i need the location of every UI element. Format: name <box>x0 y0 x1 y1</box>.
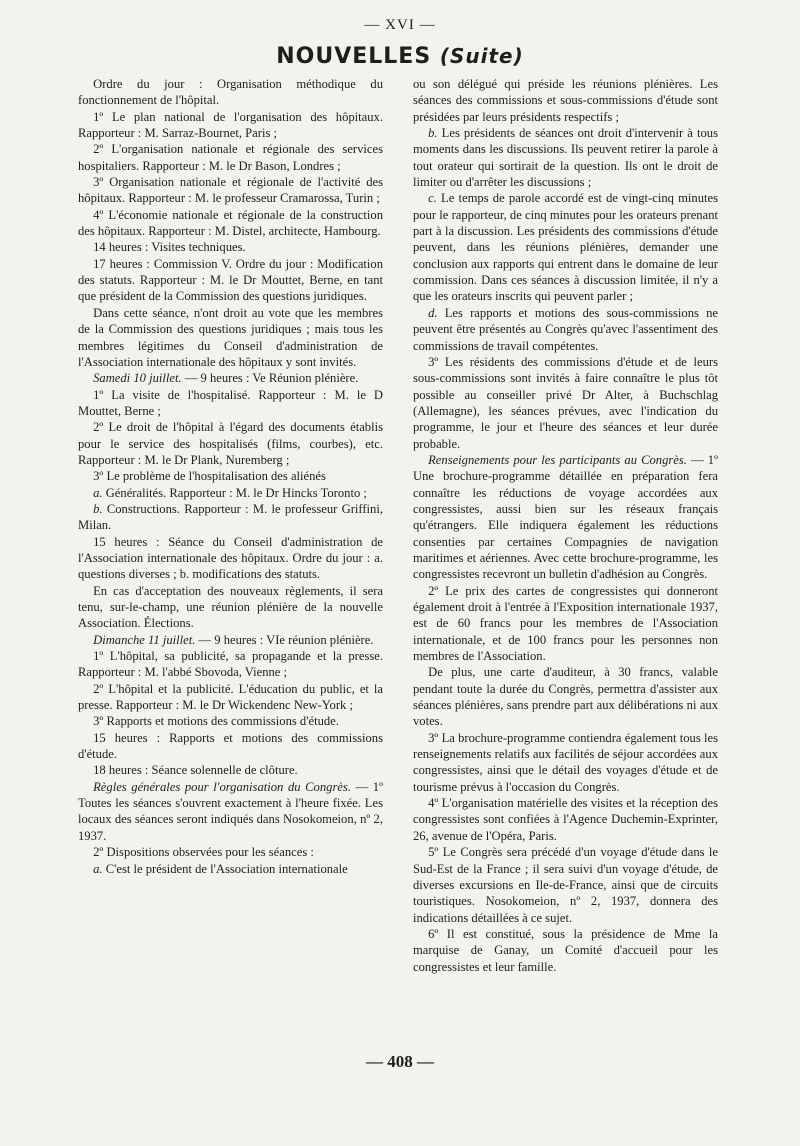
right-paragraph <box>413 583 718 665</box>
paragraph-text: 1º La visite de l'hospitalisé. Rapporteur : M. le D Mouttet, Berne ; <box>78 387 383 418</box>
left-paragraph <box>78 239 383 255</box>
paragraph-lead: d. <box>428 305 438 320</box>
paragraph-text: Le temps de parole accordé est de vingt-cinq minutes pour le rapporteur, de cinq minutes pour les orateurs prenant part à la discussion. Les présidents des commissions d'étude peuvent, dans les réunions plénières, demander une conclusion aux rapports qui entrent dans le domaine de leur commission. Dans ces séances à discussion limitée, il n'y a que les orateurs inscrits qui peuvent parler ; <box>413 191 718 304</box>
paragraph-text: 1º Le plan national de l'organisation des hôpitaux. Rapporteur : M. Sarraz-Bournet, Paris ; <box>78 109 383 141</box>
paragraph-text: — 1º Une brochure-programme détaillée en préparation fera connaître les réductions de voyage accordées aux congressistes, aussi bien sur les réseaux français qu'étrangers. Elle indiquera également les réductions consenties par certaines Compagnies de navigation maritimes et aériennes. Avec cette brochure-programme, les congressistes recevront un bulletin d'adhésion au Congrès. <box>413 452 718 582</box>
left-paragraph <box>78 207 383 240</box>
left-paragraph <box>78 762 383 778</box>
page-roman-numeral: — XVI — <box>364 17 436 33</box>
paragraph-text: 6º Il est constitué, sous la présidence de Mme la marquise de Ganay, un Comité d'accueil pour les congressistes et leur famille. <box>413 926 718 974</box>
paragraph-text: 17 heures : Commission V. Ordre du jour : Modification des statuts. Rapporteur : M. le Dr Mouttet, Berne, en tant que président de la Commission des questions juridiques. <box>78 256 383 304</box>
right-paragraph <box>413 664 718 729</box>
paragraph-text: 4º L'organisation matérielle des visites et la réception des congressistes sont confiées à l'Agence Duchemin-Exprinter, 26, avenue de l'Opéra, Paris. <box>413 796 718 843</box>
paragraph-text: En cas d'acceptation des nouveaux règlements, il sera tenu, sur-le-champ, une réunion plénière de la nouvelle Association. Élections. <box>78 583 383 631</box>
right-paragraph <box>413 354 718 452</box>
left-paragraph <box>78 501 383 534</box>
right-paragraph <box>413 844 718 926</box>
left-paragraph <box>78 779 383 844</box>
paragraph-text: — 9 heures : VIe réunion plénière. <box>195 632 374 647</box>
paragraph-text: 14 heures : Visites techniques. <box>93 240 246 255</box>
paragraph-text: 2º L'hôpital et la publicité. L'éducation du public, et la presse. Rapporteur : M. le Dr Wickendenc New-York ; <box>78 681 383 713</box>
paragraph-lead: Règles générales pour l'organisation du Congrès. <box>93 779 351 794</box>
paragraph-lead: b. <box>428 126 438 141</box>
paragraph-text: 18 heures : Séance solennelle de clôture. <box>93 763 298 778</box>
left-paragraph <box>78 713 383 729</box>
right-paragraph <box>413 76 718 125</box>
left-paragraph <box>78 109 383 142</box>
left-paragraph <box>78 305 383 370</box>
left-paragraph <box>78 76 383 109</box>
left-paragraph <box>78 141 383 174</box>
left-paragraph <box>78 485 383 501</box>
paragraph-text: Ordre du jour : Organisation méthodique du fonctionnement de l'hôpital. <box>78 77 383 108</box>
left-column <box>78 76 383 877</box>
right-paragraph <box>413 795 718 844</box>
paragraph-text: Généralités. Rapporteur : M. le Dr Hincks Toronto ; <box>102 485 367 500</box>
left-paragraph <box>78 681 383 714</box>
paragraph-text: ou son délégué qui préside les réunions plénières. Les séances des commissions et sous-commissions d'étude sont présidées par leurs présidents respectifs ; <box>413 77 718 124</box>
paragraph-text: 15 heures : Rapports et motions des commissions d'étude. <box>78 730 383 762</box>
paragraph-text: 2º Le prix des cartes de congressistes qui donneront également droit à l'entrée à l'Exposition internationale 1937, est de 60 francs pour les membres de l'Association internationale, et de 100 francs pour les personnes non membres de l'Association. <box>413 583 718 664</box>
paragraph-text: — 1º Toutes les séances s'ouvrent exactement à l'heure fixée. Les locaux des séances seront indiqués dans Nosokomeion, nº 2, 1937. <box>78 779 384 843</box>
left-paragraph <box>78 583 383 632</box>
left-paragraph <box>78 534 383 583</box>
section-title <box>0 44 800 69</box>
right-paragraph <box>413 190 718 304</box>
paragraph-text: 3º Rapports et motions des commissions d'étude. <box>93 714 339 729</box>
section-title-suffix: (Suite) <box>439 44 524 68</box>
left-paragraph <box>78 370 383 386</box>
right-paragraph <box>413 730 718 795</box>
left-paragraph <box>78 468 383 484</box>
right-column <box>413 76 718 975</box>
paragraph-text: 3º Le problème de l'hospitalisation des aliénés <box>93 469 326 484</box>
paragraph-text: Les présidents de séances ont droit d'intervenir à tous moments dans les discussions. Ils peuvent retirer la parole à tout orateur qui sortirait de la question. Ils ont le droit de limiter ou d'arrêter les discussions ; <box>413 126 718 190</box>
left-paragraph <box>78 861 383 877</box>
paragraph-lead: Renseignements pour les participants au Congrès. <box>428 452 687 467</box>
paragraph-text: 2º Le droit de l'hôpital à l'égard des documents établis pour le service des hospitalisés (films, courbes), etc. Rapporteur : M. le Dr Plank, Nuremberg ; <box>78 420 383 467</box>
page-number: — 408 — <box>366 1052 434 1071</box>
paragraph-lead: c. <box>428 191 437 206</box>
paragraph-text: 1º L'hôpital, sa publicité, sa propagande et la presse. Rapporteur : M. l'abbé Sbovoda, Vienne ; <box>78 649 383 680</box>
paragraph-text: 15 heures : Séance du Conseil d'administration de l'Association internationale des hôpitaux. Ordre du jour : a. questions diverses ; b. modifications des statuts. <box>78 534 383 582</box>
paragraph-text: 2º L'organisation nationale et régionale des services hospitaliers. Rapporteur : M. le Dr Bason, Londres ; <box>78 142 383 173</box>
right-paragraph <box>413 452 718 583</box>
paragraph-text: 4º L'économie nationale et régionale de la construction des hôpitaux. Rapporteur : M. Distel, architecte, Hambourg. <box>78 207 383 239</box>
left-paragraph <box>78 419 383 468</box>
paragraph-text: 3º La brochure-programme contiendra également tous les renseignements relatifs aux facilités de séjour accordées aux congressistes, ainsi que le détail des voyages d'étude et de tourisme prévus à l'occasion du Congrès. <box>413 730 718 794</box>
left-paragraph <box>78 174 383 207</box>
left-paragraph <box>78 730 383 763</box>
paragraph-lead: b. <box>93 501 103 516</box>
paragraph-lead: a. <box>93 861 103 876</box>
paragraph-lead: Samedi 10 juillet. <box>93 371 182 386</box>
right-paragraph <box>413 125 718 190</box>
left-paragraph <box>78 844 383 860</box>
paragraph-text: — 9 heures : Ve Réunion plénière. <box>181 371 359 386</box>
paragraph-text: De plus, une carte d'auditeur, à 30 francs, valable pendant toute la durée du Congrès, permettra d'assister aux séances plénières, sans prendre part aux délibérations ni aux votes. <box>413 665 718 729</box>
paragraph-text: Constructions. Rapporteur : M. le professeur Griffini, Milan. <box>78 501 383 533</box>
paragraph-text: Dans cette séance, n'ont droit au vote que les membres de la Commission des questions juridiques ; mais tous les membres légitimes du Conseil d'administration de l'Association internationale des hôpitaux y sont invités. <box>78 305 383 369</box>
paragraph-text: Les rapports et motions des sous-commissions ne peuvent être présentés au Congrès qu'avec l'assentiment des commissions de travail compétentes. <box>413 305 718 353</box>
section-title-main: NOUVELLES <box>276 44 432 69</box>
paragraph-lead: a. <box>93 485 103 500</box>
left-paragraph <box>78 632 383 648</box>
paragraph-text: C'est le président de l'Association internationale <box>102 861 348 876</box>
left-paragraph <box>78 256 383 305</box>
left-paragraph <box>78 648 383 681</box>
paragraph-lead: Dimanche 11 juillet. <box>93 632 196 647</box>
right-paragraph <box>413 305 718 354</box>
left-paragraph <box>78 387 383 420</box>
paragraph-text: 3º Organisation nationale et régionale de l'activité des hôpitaux. Rapporteur : M. le professeur Cramarossa, Turin ; <box>78 175 383 206</box>
paragraph-text: 2º Dispositions observées pour les séances : <box>93 845 314 860</box>
right-paragraph <box>413 926 718 975</box>
paragraph-text: 3º Les résidents des commissions d'étude et de leurs sous-commissions sont invités à faire connaître le plus tôt possible au conseiller privé Dr Alter, à Buchschlag (Allemagne), les séances prévues, avec l'indication du programme, le jour et l'heure des séances et leur durée probable. <box>413 354 718 451</box>
paragraph-text: 5º Le Congrès sera précédé d'un voyage d'étude dans le Sud-Est de la France ; il sera suivi d'un voyage d'étude, de diverses excursions en Ile-de-France, ainsi que de circuits touristiques. Nosokomeion, nº 2, 1937, donnera des indications détaillées à ce sujet. <box>413 845 718 925</box>
